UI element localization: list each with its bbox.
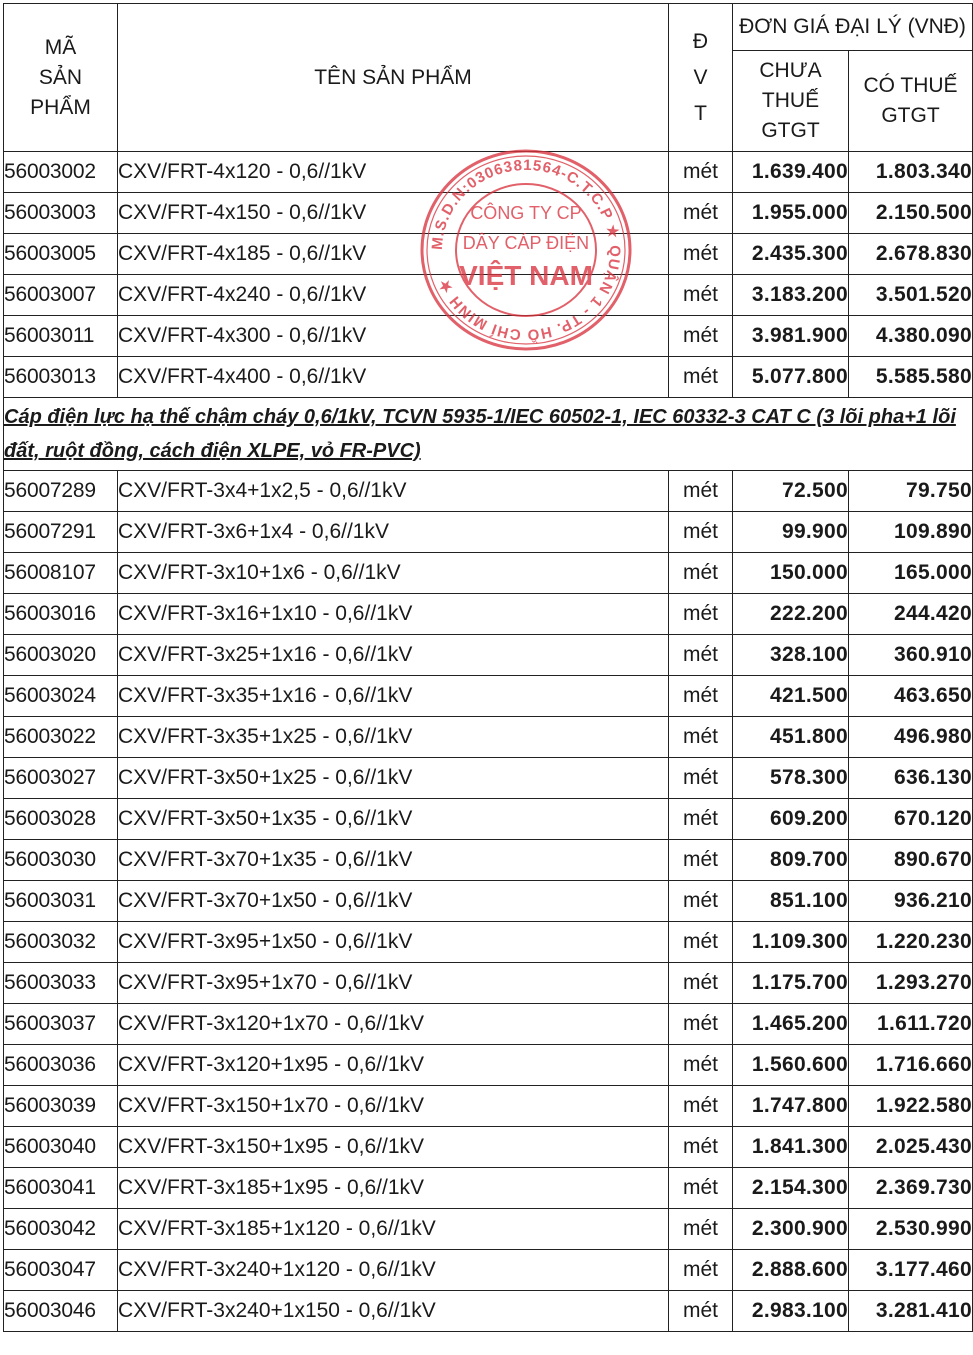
price-incl-vat-cell: 636.130 bbox=[849, 758, 973, 799]
product-name-cell: CXV/FRT-3x6+1x4 - 0,6//1kV bbox=[118, 512, 669, 553]
price-incl-vat-cell: 5.585.580 bbox=[849, 357, 973, 398]
header-unit bbox=[669, 4, 733, 152]
price-excl-vat-cell: 1.955.000 bbox=[733, 193, 849, 234]
product-code-cell: 56003040 bbox=[4, 1127, 118, 1168]
unit-cell: mét bbox=[669, 1004, 733, 1045]
header-price-excl-line: GTGT bbox=[761, 119, 820, 142]
unit-cell: mét bbox=[669, 1291, 733, 1332]
product-name-cell: CXV/FRT-3x16+1x10 - 0,6//1kV bbox=[118, 594, 669, 635]
product-code-cell: 56003003 bbox=[4, 193, 118, 234]
price-incl-vat-cell: 360.910 bbox=[849, 635, 973, 676]
price-incl-vat-cell: 79.750 bbox=[849, 471, 973, 512]
header-product-name: TÊN SẢN PHẨM bbox=[118, 4, 669, 152]
unit-cell: mét bbox=[669, 717, 733, 758]
price-excl-vat-cell: 150.000 bbox=[733, 553, 849, 594]
price-excl-vat-cell: 421.500 bbox=[733, 676, 849, 717]
product-code-cell: 56003039 bbox=[4, 1086, 118, 1127]
product-code-cell: 56003033 bbox=[4, 963, 118, 1004]
price-incl-vat-cell: 165.000 bbox=[849, 553, 973, 594]
unit-cell: mét bbox=[669, 840, 733, 881]
product-name-cell: CXV/FRT-3x120+1x95 - 0,6//1kV bbox=[118, 1045, 669, 1086]
table-row bbox=[4, 1086, 973, 1127]
unit-cell: mét bbox=[669, 1045, 733, 1086]
price-excl-vat-cell: 2.888.600 bbox=[733, 1250, 849, 1291]
table-body-top bbox=[4, 152, 973, 398]
unit-cell: mét bbox=[669, 275, 733, 316]
table-row bbox=[4, 758, 973, 799]
header-code-line: MÃ bbox=[44, 35, 77, 59]
price-incl-vat-cell: 2.150.500 bbox=[849, 193, 973, 234]
product-code-cell: 56003032 bbox=[4, 922, 118, 963]
seal-line-country: VIỆT NAM bbox=[459, 260, 593, 291]
product-name-cell: CXV/FRT-3x240+1x120 - 0,6//1kV bbox=[118, 1250, 669, 1291]
product-name-cell: CXV/FRT-3x95+1x50 - 0,6//1kV bbox=[118, 922, 669, 963]
section-heading-group bbox=[4, 398, 973, 471]
unit-cell: mét bbox=[669, 152, 733, 193]
product-code-cell: 56003016 bbox=[4, 594, 118, 635]
price-incl-vat-cell: 670.120 bbox=[849, 799, 973, 840]
unit-cell: mét bbox=[669, 471, 733, 512]
table-row bbox=[4, 676, 973, 717]
price-excl-vat-cell: 1.175.700 bbox=[733, 963, 849, 1004]
section-title: Cáp điện lực hạ thế chậm cháy 0,6/1kV, TCVN 5935-1/IEC 60502-1, IEC 60332-3 CAT C (3 lõi pha+1 lõi đất, ruột đồng, cách điện XLPE, vỏ FR-PVC) bbox=[4, 398, 973, 471]
unit-cell: mét bbox=[669, 758, 733, 799]
product-name-cell: CXV/FRT-3x4+1x2,5 - 0,6//1kV bbox=[118, 471, 669, 512]
unit-cell: mét bbox=[669, 881, 733, 922]
product-name-cell: CXV/FRT-3x50+1x25 - 0,6//1kV bbox=[118, 758, 669, 799]
unit-cell: mét bbox=[669, 922, 733, 963]
product-name-cell: CXV/FRT-3x185+1x120 - 0,6//1kV bbox=[118, 1209, 669, 1250]
product-name-cell: CXV/FRT-3x50+1x35 - 0,6//1kV bbox=[118, 799, 669, 840]
header-unit-letter: Đ bbox=[692, 29, 709, 53]
price-incl-vat-cell: 3.281.410 bbox=[849, 1291, 973, 1332]
table-row bbox=[4, 1045, 973, 1086]
product-code-cell: 56003024 bbox=[4, 676, 118, 717]
product-name-cell: CXV/FRT-3x35+1x25 - 0,6//1kV bbox=[118, 717, 669, 758]
product-name-cell: CXV/FRT-3x70+1x50 - 0,6//1kV bbox=[118, 881, 669, 922]
product-name-cell: CXV/FRT-3x95+1x70 - 0,6//1kV bbox=[118, 963, 669, 1004]
price-incl-vat-cell: 3.501.520 bbox=[849, 275, 973, 316]
header-unit-letter: T bbox=[694, 101, 707, 125]
product-code-cell: 56003030 bbox=[4, 840, 118, 881]
header-price-incl-line: GTGT bbox=[881, 104, 940, 127]
price-incl-vat-cell: 496.980 bbox=[849, 717, 973, 758]
unit-cell: mét bbox=[669, 357, 733, 398]
product-code-cell: 56003028 bbox=[4, 799, 118, 840]
price-incl-vat-cell: 4.380.090 bbox=[849, 316, 973, 357]
unit-cell: mét bbox=[669, 1168, 733, 1209]
price-incl-vat-cell: 2.369.730 bbox=[849, 1168, 973, 1209]
price-excl-vat-cell: 2.154.300 bbox=[733, 1168, 849, 1209]
unit-cell: mét bbox=[669, 234, 733, 275]
unit-cell: mét bbox=[669, 316, 733, 357]
price-excl-vat-cell: 99.900 bbox=[733, 512, 849, 553]
product-code-cell: 56003037 bbox=[4, 1004, 118, 1045]
seal-line-product: DÂY CÁP ĐIỆN bbox=[462, 233, 590, 253]
header-unit-letter: V bbox=[693, 65, 708, 89]
table-row bbox=[4, 840, 973, 881]
product-name-cell: CXV/FRT-4x240 - 0,6//1kV bbox=[118, 275, 669, 316]
product-name-cell: CXV/FRT-3x185+1x95 - 0,6//1kV bbox=[118, 1168, 669, 1209]
table-row bbox=[4, 471, 973, 512]
product-code-cell: 56003047 bbox=[4, 1250, 118, 1291]
price-incl-vat-cell: 1.922.580 bbox=[849, 1086, 973, 1127]
price-incl-vat-cell: 463.650 bbox=[849, 676, 973, 717]
product-name-cell: CXV/FRT-3x120+1x70 - 0,6//1kV bbox=[118, 1004, 669, 1045]
price-incl-vat-cell: 109.890 bbox=[849, 512, 973, 553]
unit-cell: mét bbox=[669, 512, 733, 553]
table-row bbox=[4, 717, 973, 758]
header-code-line: PHẨM bbox=[30, 95, 91, 119]
product-code-cell: 56008107 bbox=[4, 553, 118, 594]
price-excl-vat-cell: 809.700 bbox=[733, 840, 849, 881]
table-row bbox=[4, 1004, 973, 1045]
price-excl-vat-cell: 1.747.800 bbox=[733, 1086, 849, 1127]
price-incl-vat-cell: 244.420 bbox=[849, 594, 973, 635]
header-price-incl-line: CÓ THUẾ bbox=[863, 74, 958, 97]
product-code-cell: 56003041 bbox=[4, 1168, 118, 1209]
header-product-code bbox=[4, 4, 118, 152]
table-row bbox=[4, 922, 973, 963]
product-name-cell: CXV/FRT-3x150+1x95 - 0,6//1kV bbox=[118, 1127, 669, 1168]
seal-line-company: CÔNG TY CP bbox=[470, 203, 582, 223]
table-row bbox=[4, 635, 973, 676]
price-excl-vat-cell: 851.100 bbox=[733, 881, 849, 922]
price-incl-vat-cell: 2.530.990 bbox=[849, 1209, 973, 1250]
table-header bbox=[4, 4, 973, 152]
price-excl-vat-cell: 609.200 bbox=[733, 799, 849, 840]
price-incl-vat-cell: 1.611.720 bbox=[849, 1004, 973, 1045]
unit-cell: mét bbox=[669, 799, 733, 840]
header-price-group: ĐƠN GIÁ ĐẠI LÝ (VNĐ) bbox=[733, 4, 973, 51]
unit-cell: mét bbox=[669, 1127, 733, 1168]
table-row bbox=[4, 1250, 973, 1291]
unit-cell: mét bbox=[669, 594, 733, 635]
price-excl-vat-cell: 451.800 bbox=[733, 717, 849, 758]
table-row bbox=[4, 357, 973, 398]
unit-cell: mét bbox=[669, 635, 733, 676]
table-body-bottom bbox=[4, 471, 973, 1332]
unit-cell: mét bbox=[669, 1209, 733, 1250]
table-row bbox=[4, 594, 973, 635]
product-code-cell: 56003022 bbox=[4, 717, 118, 758]
table-row bbox=[4, 275, 973, 316]
product-code-cell: 56003027 bbox=[4, 758, 118, 799]
table-row bbox=[4, 963, 973, 1004]
price-incl-vat-cell: 2.678.830 bbox=[849, 234, 973, 275]
product-code-cell: 56003036 bbox=[4, 1045, 118, 1086]
product-code-cell: 56007289 bbox=[4, 471, 118, 512]
header-price-excl-line: CHƯA bbox=[759, 59, 822, 82]
price-excl-vat-cell: 1.639.400 bbox=[733, 152, 849, 193]
table-row bbox=[4, 1209, 973, 1250]
unit-cell: mét bbox=[669, 1086, 733, 1127]
product-name-cell: CXV/FRT-3x25+1x16 - 0,6//1kV bbox=[118, 635, 669, 676]
table-row bbox=[4, 881, 973, 922]
table-row bbox=[4, 1168, 973, 1209]
price-excl-vat-cell: 5.077.800 bbox=[733, 357, 849, 398]
table-row bbox=[4, 553, 973, 594]
product-code-cell: 56003046 bbox=[4, 1291, 118, 1332]
product-code-cell: 56003013 bbox=[4, 357, 118, 398]
header-price-excl-vat bbox=[733, 51, 849, 152]
product-code-cell: 56003002 bbox=[4, 152, 118, 193]
product-name-cell: CXV/FRT-4x150 - 0,6//1kV bbox=[118, 193, 669, 234]
product-name-cell: CXV/FRT-3x240+1x150 - 0,6//1kV bbox=[118, 1291, 669, 1332]
price-excl-vat-cell: 3.183.200 bbox=[733, 275, 849, 316]
product-code-cell: 56003011 bbox=[4, 316, 118, 357]
price-excl-vat-cell: 3.981.900 bbox=[733, 316, 849, 357]
product-name-cell: CXV/FRT-4x120 - 0,6//1kV bbox=[118, 152, 669, 193]
product-name-cell: CXV/FRT-4x185 - 0,6//1kV bbox=[118, 234, 669, 275]
price-incl-vat-cell: 1.220.230 bbox=[849, 922, 973, 963]
table-row bbox=[4, 799, 973, 840]
price-incl-vat-cell: 1.293.270 bbox=[849, 963, 973, 1004]
unit-cell: mét bbox=[669, 193, 733, 234]
table-row bbox=[4, 234, 973, 275]
price-excl-vat-cell: 1.465.200 bbox=[733, 1004, 849, 1045]
product-code-cell: 56003005 bbox=[4, 234, 118, 275]
price-incl-vat-cell: 1.803.340 bbox=[849, 152, 973, 193]
price-excl-vat-cell: 2.300.900 bbox=[733, 1209, 849, 1250]
table-row bbox=[4, 193, 973, 234]
product-name-cell: CXV/FRT-4x300 - 0,6//1kV bbox=[118, 316, 669, 357]
price-incl-vat-cell: 936.210 bbox=[849, 881, 973, 922]
table-row bbox=[4, 1127, 973, 1168]
price-excl-vat-cell: 1.841.300 bbox=[733, 1127, 849, 1168]
price-excl-vat-cell: 2.435.300 bbox=[733, 234, 849, 275]
price-excl-vat-cell: 2.983.100 bbox=[733, 1291, 849, 1332]
price-excl-vat-cell: 222.200 bbox=[733, 594, 849, 635]
product-name-cell: CXV/FRT-3x35+1x16 - 0,6//1kV bbox=[118, 676, 669, 717]
price-incl-vat-cell: 1.716.660 bbox=[849, 1045, 973, 1086]
unit-cell: mét bbox=[669, 963, 733, 1004]
table-row bbox=[4, 316, 973, 357]
product-code-cell: 56003007 bbox=[4, 275, 118, 316]
product-name-cell: CXV/FRT-3x70+1x35 - 0,6//1kV bbox=[118, 840, 669, 881]
product-name-cell: CXV/FRT-3x150+1x70 - 0,6//1kV bbox=[118, 1086, 669, 1127]
product-code-cell: 56003020 bbox=[4, 635, 118, 676]
product-code-cell: 56003042 bbox=[4, 1209, 118, 1250]
product-name-cell: CXV/FRT-4x400 - 0,6//1kV bbox=[118, 357, 669, 398]
header-price-incl-vat bbox=[849, 51, 973, 152]
table-row bbox=[4, 512, 973, 553]
table-row bbox=[4, 152, 973, 193]
price-excl-vat-cell: 1.109.300 bbox=[733, 922, 849, 963]
price-incl-vat-cell: 890.670 bbox=[849, 840, 973, 881]
price-excl-vat-cell: 72.500 bbox=[733, 471, 849, 512]
product-code-cell: 56003031 bbox=[4, 881, 118, 922]
unit-cell: mét bbox=[669, 553, 733, 594]
header-price-excl-line: THUẾ bbox=[761, 89, 820, 112]
price-excl-vat-cell: 328.100 bbox=[733, 635, 849, 676]
seal-ring-text: M.S.D.N:0306381564-C.T.C.P ★ QUẬN 1 - TP. HỒ CHÍ MINH ★ bbox=[428, 156, 624, 344]
unit-cell: mét bbox=[669, 676, 733, 717]
unit-cell: mét bbox=[669, 1250, 733, 1291]
product-name-cell: CXV/FRT-3x10+1x6 - 0,6//1kV bbox=[118, 553, 669, 594]
table-row bbox=[4, 1291, 973, 1332]
price-excl-vat-cell: 1.560.600 bbox=[733, 1045, 849, 1086]
price-table bbox=[3, 3, 973, 1332]
header-code-line: SẢN bbox=[38, 65, 83, 89]
price-excl-vat-cell: 578.300 bbox=[733, 758, 849, 799]
price-incl-vat-cell: 2.025.430 bbox=[849, 1127, 973, 1168]
price-incl-vat-cell: 3.177.460 bbox=[849, 1250, 973, 1291]
product-code-cell: 56007291 bbox=[4, 512, 118, 553]
